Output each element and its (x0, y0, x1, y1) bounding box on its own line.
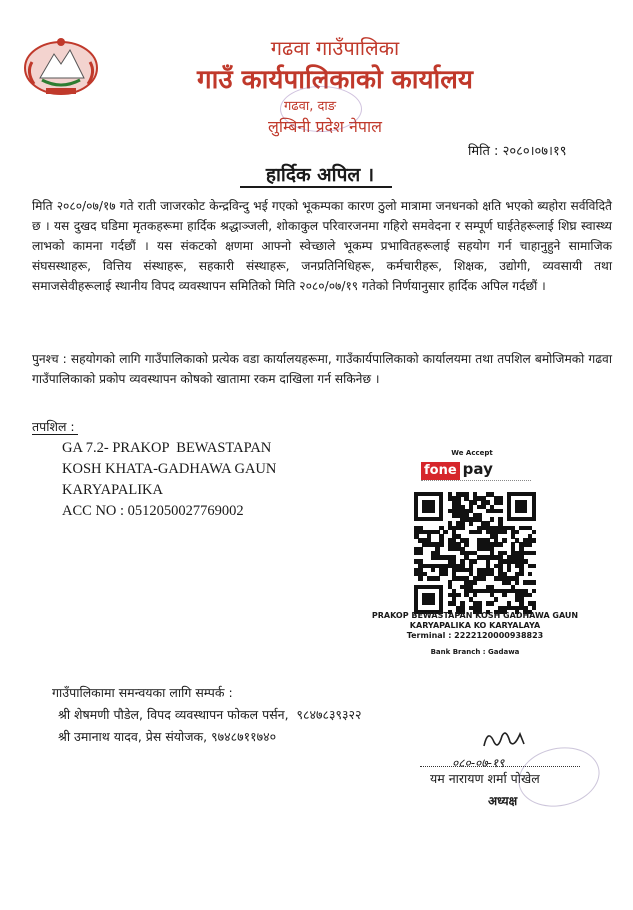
qr-module (435, 576, 440, 581)
qr-module (498, 500, 503, 505)
qr-module (439, 542, 444, 547)
account-details (62, 438, 362, 522)
fonepay-tagline (421, 480, 531, 484)
contact-heading: गाउँपालिकामा समन्वयका लागि सम्पर्क : (52, 685, 233, 700)
qr-module (502, 593, 507, 598)
qr-module (532, 564, 537, 569)
qr-module (532, 551, 537, 556)
qr-module (418, 551, 423, 556)
qr-module (481, 576, 486, 581)
merchant-terminal: Terminal : 2222120000938823 (406, 631, 544, 640)
merchant-bank-branch: Bank Branch : Gadawa (430, 648, 520, 656)
qr-module (498, 542, 503, 547)
qr-finder-square (414, 585, 443, 614)
qr-module (473, 593, 478, 598)
qr-module (469, 521, 474, 526)
qr-module (528, 572, 533, 577)
qr-module (473, 580, 478, 585)
qr-module (490, 601, 495, 606)
qr-module (528, 542, 533, 547)
qr-module (418, 576, 423, 581)
qr-module (532, 606, 537, 611)
qr-module (460, 526, 465, 531)
qr-module (464, 542, 469, 547)
office-name-line3: गढवा, दाङ (283, 99, 337, 114)
office-name-line2: गाउँ कार्यपालिकाको कार्यालय (197, 65, 473, 95)
qr-module (490, 517, 495, 522)
date-line: मिति : २०८०।०७।१९ (468, 144, 567, 159)
merchant-name-line1: PRAKOP BEWASTAPAN KOSH GADHAWA GAUN (371, 611, 579, 620)
signatory-designation: अध्यक्ष (488, 794, 518, 808)
qr-module (515, 530, 520, 535)
fonepay-brand (421, 459, 531, 479)
qr-module (456, 593, 461, 598)
qr-module (507, 568, 512, 573)
qr-module (498, 509, 503, 514)
fonepay-brand-pay: pay (462, 460, 493, 478)
qr-module (443, 572, 448, 577)
qr-module (502, 538, 507, 543)
postscript-paragraph: पुनश्च : सहयोगको लागि गाउँपालिकाको प्रत्येक वडा कार्यालयहरूमा, गाउँकार्यपालिकाको कार्यालयमा तथा तपशिल बमोजिमको गढवा गाउँपालिकाको प्रकोप व्यवस्थापन कोषको खातामा रकम दाखिला गर्न सकिनेछ । (32, 352, 612, 386)
office-name-line4: लुम्बिनी प्रदेश नेपाल (268, 117, 382, 136)
qr-module (519, 572, 524, 577)
tapashil-underline (32, 434, 78, 435)
qr-module (477, 530, 482, 535)
appeal-paragraph: मिति २०८०/०७/१७ गते राती जाजरकोट केन्द्रविन्दु भई गएको भूकम्पका कारण ठुलो मात्रामा जनधनको क्षति भएको ब्यहोरा सर्वविदितै छ । यस दुखद घडिमा मृतकहरूमा हार्दिक श्रद्धाञ्जली, शोकाकुल परिवारजनमा गहिरो समवेदना र सम्पूर्ण घाईतेहरूलाई शिघ्र स्वास्थ्य लाभको कामना गर्दछौं । यस संकटको क्षणमा आफ्नो स्वेच्छाले भूकम्प प्रभावितहरूलाई सहयोग गर्न चाहानुहुने सामाजिक संघसस्थाहरू, वित्तिय संस्थाहरू, सहकारी संस्थाहरू, जनप्रतिनिधिहरू, कर्मचारीहरू, शिक्षक, उद्योगी, व्यवसायी तथा समाजसेवीहरूलाई स्थानीय विपद व्यवस्थापन समितिको मिति २०८०/०७/१९ गतेको निर्णयानुसार हार्दिक अपिल गर्दछौं । (32, 199, 612, 293)
qr-module (528, 593, 533, 598)
office-name-line1: गढवा गाउँपालिका (270, 36, 400, 60)
account-number: ACC NO : 051205002776900​2 (62, 503, 244, 519)
page-title: हार्दिक अपिल । (265, 164, 375, 186)
fonepay-brand-box: fone (421, 462, 460, 480)
fonepay-merchant-info (350, 611, 600, 641)
contact-person-1: श्री शेषमणी पौडेल, विपद व्यवस्थापन फोकल पर्सन, ९८४७८३९३२२ (58, 707, 362, 722)
handwritten-signature (480, 724, 530, 754)
qr-module (473, 559, 478, 564)
qr-module (532, 580, 537, 585)
qr-finder-square (414, 492, 443, 521)
signatory-name: यम नारायण शर्मा पोखेल (430, 771, 540, 786)
account-line-3: KARYAPALIKA (62, 482, 163, 498)
qr-module (515, 580, 520, 585)
qr-finder-square (507, 492, 536, 521)
qr-module (443, 530, 448, 535)
office-seal-stamp (280, 86, 362, 132)
qr-module (532, 530, 537, 535)
tapashil-label: तपशिल : (32, 419, 75, 434)
qr-module (502, 530, 507, 535)
qr-module (532, 538, 537, 543)
qr-module (431, 568, 436, 573)
title-underline (240, 186, 392, 188)
nepal-emblem-logo (20, 32, 102, 100)
contact-person-2: श्री उमानाथ यादव, प्रेस संयोजक, ९७४८७११७४० (58, 729, 277, 744)
account-line-1: GA 7.2- PRAKOP BEWASTAPAN (62, 440, 272, 456)
merchant-name-line2: KARYAPALIKA KO KARYALAYA (409, 621, 541, 630)
qr-module (494, 597, 499, 602)
account-line-2: KOSH KHATA-GADHAWA GAUN (62, 461, 277, 477)
signature-date: ०८०-०७-१९ (452, 756, 505, 770)
qr-module (532, 589, 537, 594)
fonepay-qr-code[interactable] (414, 492, 536, 614)
fonepay-we-accept: We Accept (451, 449, 493, 457)
